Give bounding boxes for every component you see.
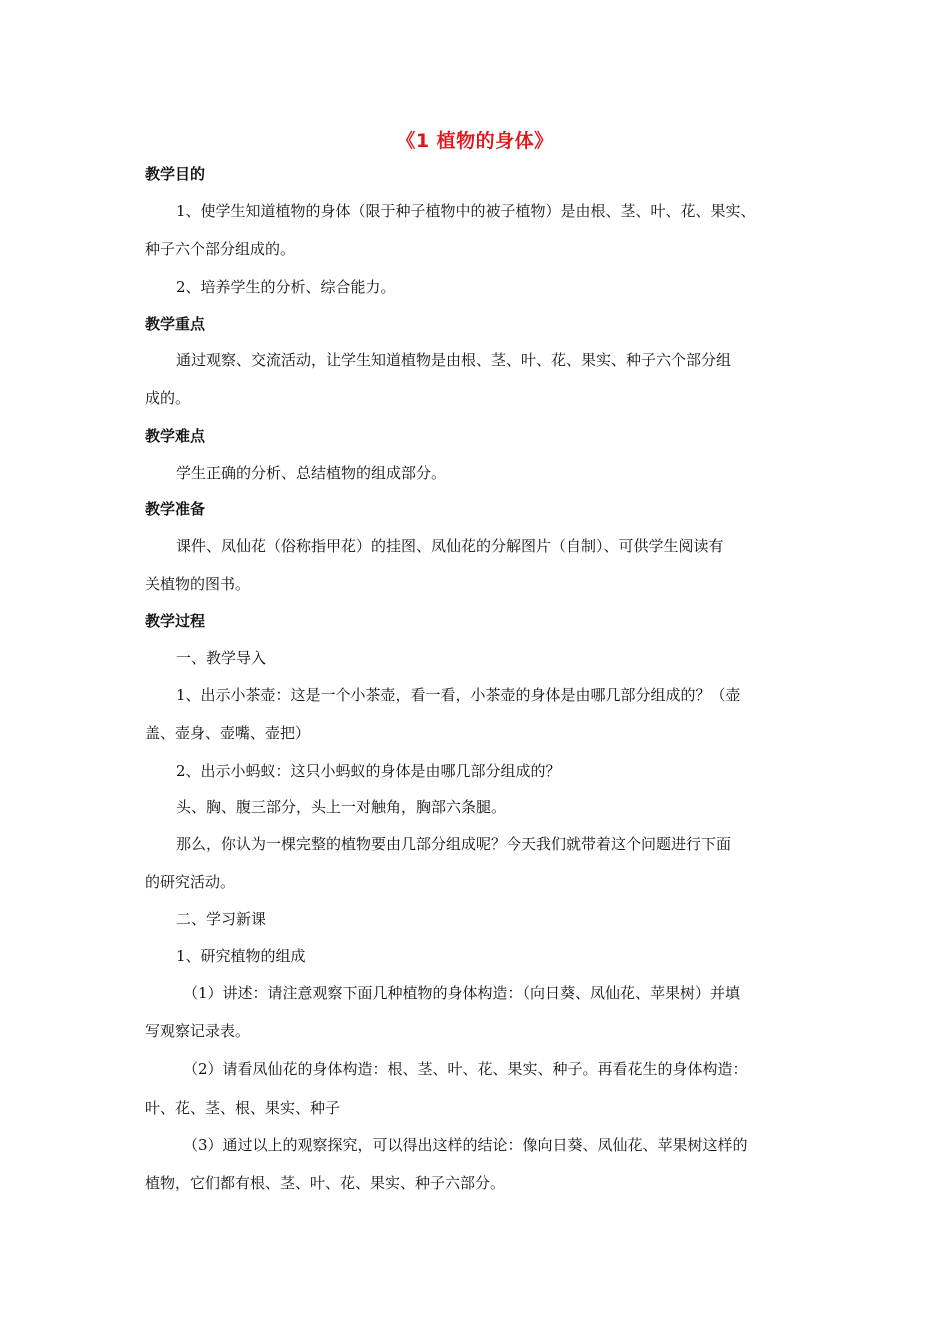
process-sub-1-line-1: （1）讲述：请注意观察下面几种植物的身体构造：（向日葵、凤仙花、苹果树）并填 xyxy=(183,984,741,1002)
key-points-line-2: 成的。 xyxy=(145,389,191,407)
process-item-3-line-2: 的研究活动。 xyxy=(145,873,236,891)
heading-process: 教学过程 xyxy=(145,612,206,630)
process-item-3-line-1: 那么，你认为一棵完整的植物要由几部分组成呢？今天我们就带着这个问题进行下面 xyxy=(176,835,732,853)
key-points-line-1: 通过观察、交流活动，让学生知道植物是由根、茎、叶、花、果实、种子六个部分组 xyxy=(176,351,732,369)
process-sub-1-line-2: 写观察记录表。 xyxy=(145,1022,251,1040)
process-new-item-1: 1、研究植物的组成 xyxy=(176,947,306,965)
process-part-1: 一、教学导入 xyxy=(176,649,267,667)
goal-item-2: 2、培养学生的分析、综合能力。 xyxy=(176,278,396,296)
preparation-line-1: 课件、凤仙花（俗称指甲花）的挂图、凤仙花的分解图片（自制）、可供学生阅读有 xyxy=(176,537,724,555)
process-sub-2-line-1: （2）请看凤仙花的身体构造：根、茎、叶、花、果实、种子。再看花生的身体构造： xyxy=(183,1060,748,1078)
goal-item-1-line-2: 种子六个部分组成的。 xyxy=(145,240,296,258)
difficulty-line-1: 学生正确的分析、总结植物的组成部分。 xyxy=(176,464,447,482)
process-item-2-answer: 头、胸、腹三部分，头上一对触角，胸部六条腿。 xyxy=(176,798,507,816)
heading-goal: 教学目的 xyxy=(145,165,206,183)
process-item-1-line-2: 盖、壶身、壶嘴、壶把） xyxy=(145,724,311,742)
process-sub-3-line-2: 植物，它们都有根、茎、叶、花、果实、种子六部分。 xyxy=(145,1174,506,1192)
process-item-2: 2、出示小蚂蚁：这只小蚂蚁的身体是由哪几部分组成的？ xyxy=(176,762,561,780)
heading-difficulty: 教学难点 xyxy=(145,427,206,445)
process-item-1-line-1: 1、出示小茶壶：这是一个小茶壶，看一看，小茶壶的身体是由哪几部分组成的？（壶 xyxy=(176,686,741,704)
heading-preparation: 教学准备 xyxy=(145,500,206,518)
heading-key-points: 教学重点 xyxy=(145,315,206,333)
process-sub-2-line-2: 叶、花、茎、根、果实、种子 xyxy=(145,1099,341,1117)
process-part-2: 二、学习新课 xyxy=(176,910,267,928)
preparation-line-2: 关植物的图书。 xyxy=(145,575,251,593)
goal-item-1-line-1: 1、使学生知道植物的身体（限于种子植物中的被子植物）是由根、茎、叶、花、果实、 xyxy=(176,202,756,220)
process-sub-3-line-1: （3）通过以上的观察探究，可以得出这样的结论：像向日葵、凤仙花、苹果树这样的 xyxy=(183,1136,748,1154)
document-title: 《1 植物的身体》 xyxy=(396,130,554,152)
